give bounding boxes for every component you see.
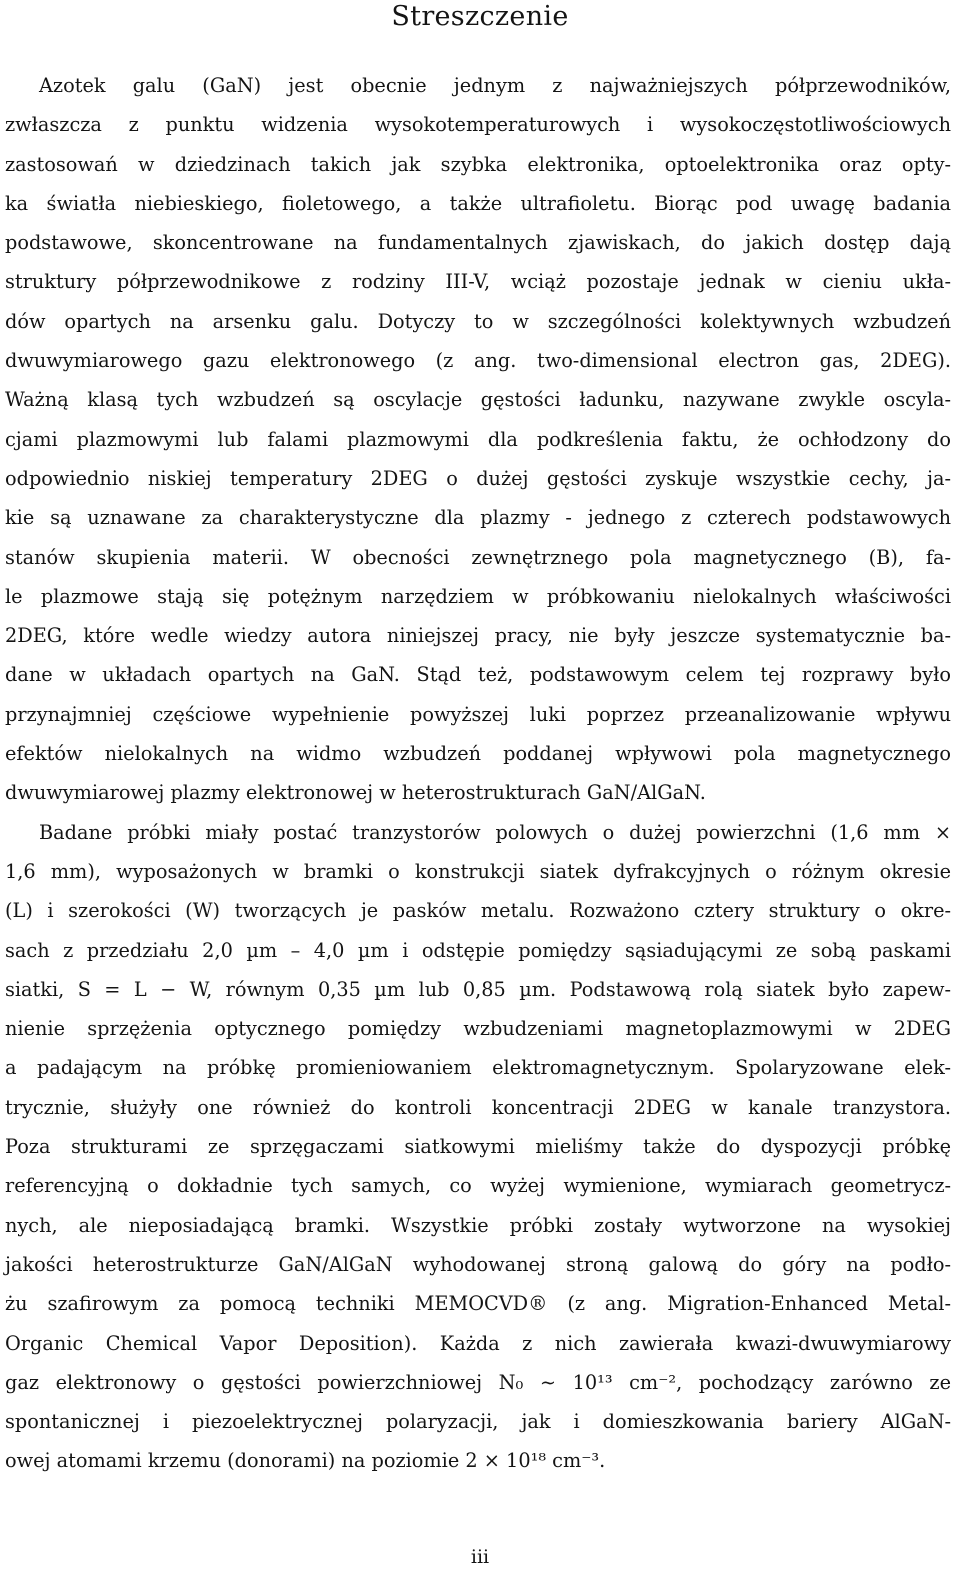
text-line: jakości heterostrukturze GaN/AlGaN wyhodowanej stroną galową do góry na podło- — [5, 1252, 951, 1276]
text-line: żu szafirowym za pomocą techniki MEMOCVD® (z ang. Migration-Enhanced Metal- — [5, 1292, 951, 1316]
page-number: iii — [470, 1546, 490, 1568]
text-line: dwuwymiarowej plazmy elektronowej w heterostrukturach GaN/AlGaN. — [5, 781, 706, 805]
text-line: cjami plazmowymi lub falami plazmowymi dla podkreślenia faktu, że ochłodzony do — [5, 427, 951, 451]
text-line: Poza strukturami ze sprzęgaczami siatkowymi mieliśmy także do dyspozycji próbkę — [5, 1135, 951, 1159]
abstract-body — [5, 66, 951, 1481]
text-line: siatki, S = L − W, równym 0,35 µm lub 0,85 µm. Podstawową rolą siatek było zapew- — [5, 977, 951, 1001]
page-title: Streszczenie — [391, 1, 569, 32]
text-line: trycznie, służyły one również do kontroli koncentracji 2DEG w kanale tranzystora. — [5, 1095, 951, 1119]
text-line: owej atomami krzemu (donorami) na poziomie 2 × 10¹⁸ cm⁻³. — [5, 1449, 606, 1473]
text-line: przynajmniej częściowe wypełnienie powyższej luki poprzez przeanalizowanie wpływu — [5, 702, 951, 726]
text-line: dane w układach opartych na GaN. Stąd też, podstawowym celem tej rozprawy było — [5, 663, 951, 687]
text-line: a padającym na próbkę promieniowaniem elektromagnetycznym. Spolaryzowane elek- — [5, 1056, 951, 1080]
text-line: zastosowań w dziedzinach takich jak szybka elektronika, optoelektronika oraz opty- — [5, 152, 951, 176]
text-line: kie są uznawane za charakterystyczne dla plazmy - jednego z czterech podstawowych — [5, 506, 951, 530]
text-line: 2DEG, które wedle wiedzy autora niniejszej pracy, nie były jeszcze systematycznie ba- — [5, 624, 951, 648]
text-line: referencyjną o dokładnie tych samych, co wyżej wymienione, wymiarach geometrycz- — [5, 1174, 951, 1198]
text-line: 1,6 mm), wyposażonych w bramki o konstrukcji siatek dyfrakcyjnych o różnym okresie — [5, 859, 951, 883]
text-line: struktury półprzewodnikowe z rodziny III-V, wciąż pozostaje jednak w cieniu ukła- — [5, 270, 951, 294]
text-line: Badane próbki miały postać tranzystorów polowych o dużej powierzchni (1,6 mm × — [39, 820, 951, 844]
text-line: efektów nielokalnych na widmo wzbudzeń poddanej wpływowi pola magnetycznego — [5, 742, 951, 766]
text-line: nych, ale nieposiadającą bramki. Wszystkie próbki zostały wytworzone na wysokiej — [5, 1213, 951, 1237]
text-line: stanów skupienia materii. W obecności zewnętrznego pola magnetycznego (B), fa- — [5, 545, 951, 569]
text-line: Organic Chemical Vapor Deposition). Każda z nich zawierała kwazi-dwuwymiarowy — [5, 1331, 951, 1355]
text-line: dwuwymiarowego gazu elektronowego (z ang. two-dimensional electron gas, 2DEG). — [5, 349, 951, 373]
text-line: zwłaszcza z punktu widzenia wysokotemperaturowych i wysokoczęstotliwościowych — [5, 113, 951, 137]
text-line: spontanicznej i piezoelektrycznej polaryzacji, jak i domieszkowania bariery AlGaN- — [5, 1410, 951, 1434]
text-line: gaz elektronowy o gęstości powierzchniowej N₀ ∼ 10¹³ cm⁻², pochodzący zarówno ze — [5, 1370, 951, 1394]
text-line: (L) i szerokości (W) tworzących je pasków metalu. Rozważono cztery struktury o okre- — [5, 899, 951, 923]
text-line: Ważną klasą tych wzbudzeń są oscylacje gęstości ładunku, nazywane zwykle oscyla- — [5, 388, 951, 412]
text-line: Azotek galu (GaN) jest obecnie jednym z najważniejszych półprzewodników, — [39, 74, 951, 97]
text-line: ka światła niebieskiego, fioletowego, a także ultrafioletu. Biorąc pod uwagę badania — [5, 191, 951, 215]
text-line: podstawowe, skoncentrowane na fundamentalnych zjawiskach, do jakich dostęp dają — [5, 231, 951, 255]
text-line: sach z przedziału 2,0 µm – 4,0 µm i odstępie pomiędzy sąsiadującymi ze sobą paskami — [5, 938, 951, 962]
text-line: dów opartych na arsenku galu. Dotyczy to w szczególności kolektywnych wzbudzeń — [5, 309, 951, 333]
text-line: odpowiednio niskiej temperatury 2DEG o dużej gęstości zyskuje wszystkie cechy, ja- — [5, 466, 951, 490]
text-line: nienie sprzężenia optycznego pomiędzy wzbudzeniami magnetoplazmowymi w 2DEG — [5, 1017, 951, 1041]
text-line: le plazmowe stają się potężnym narzędziem w próbkowaniu nielokalnych właściwości — [5, 584, 951, 608]
